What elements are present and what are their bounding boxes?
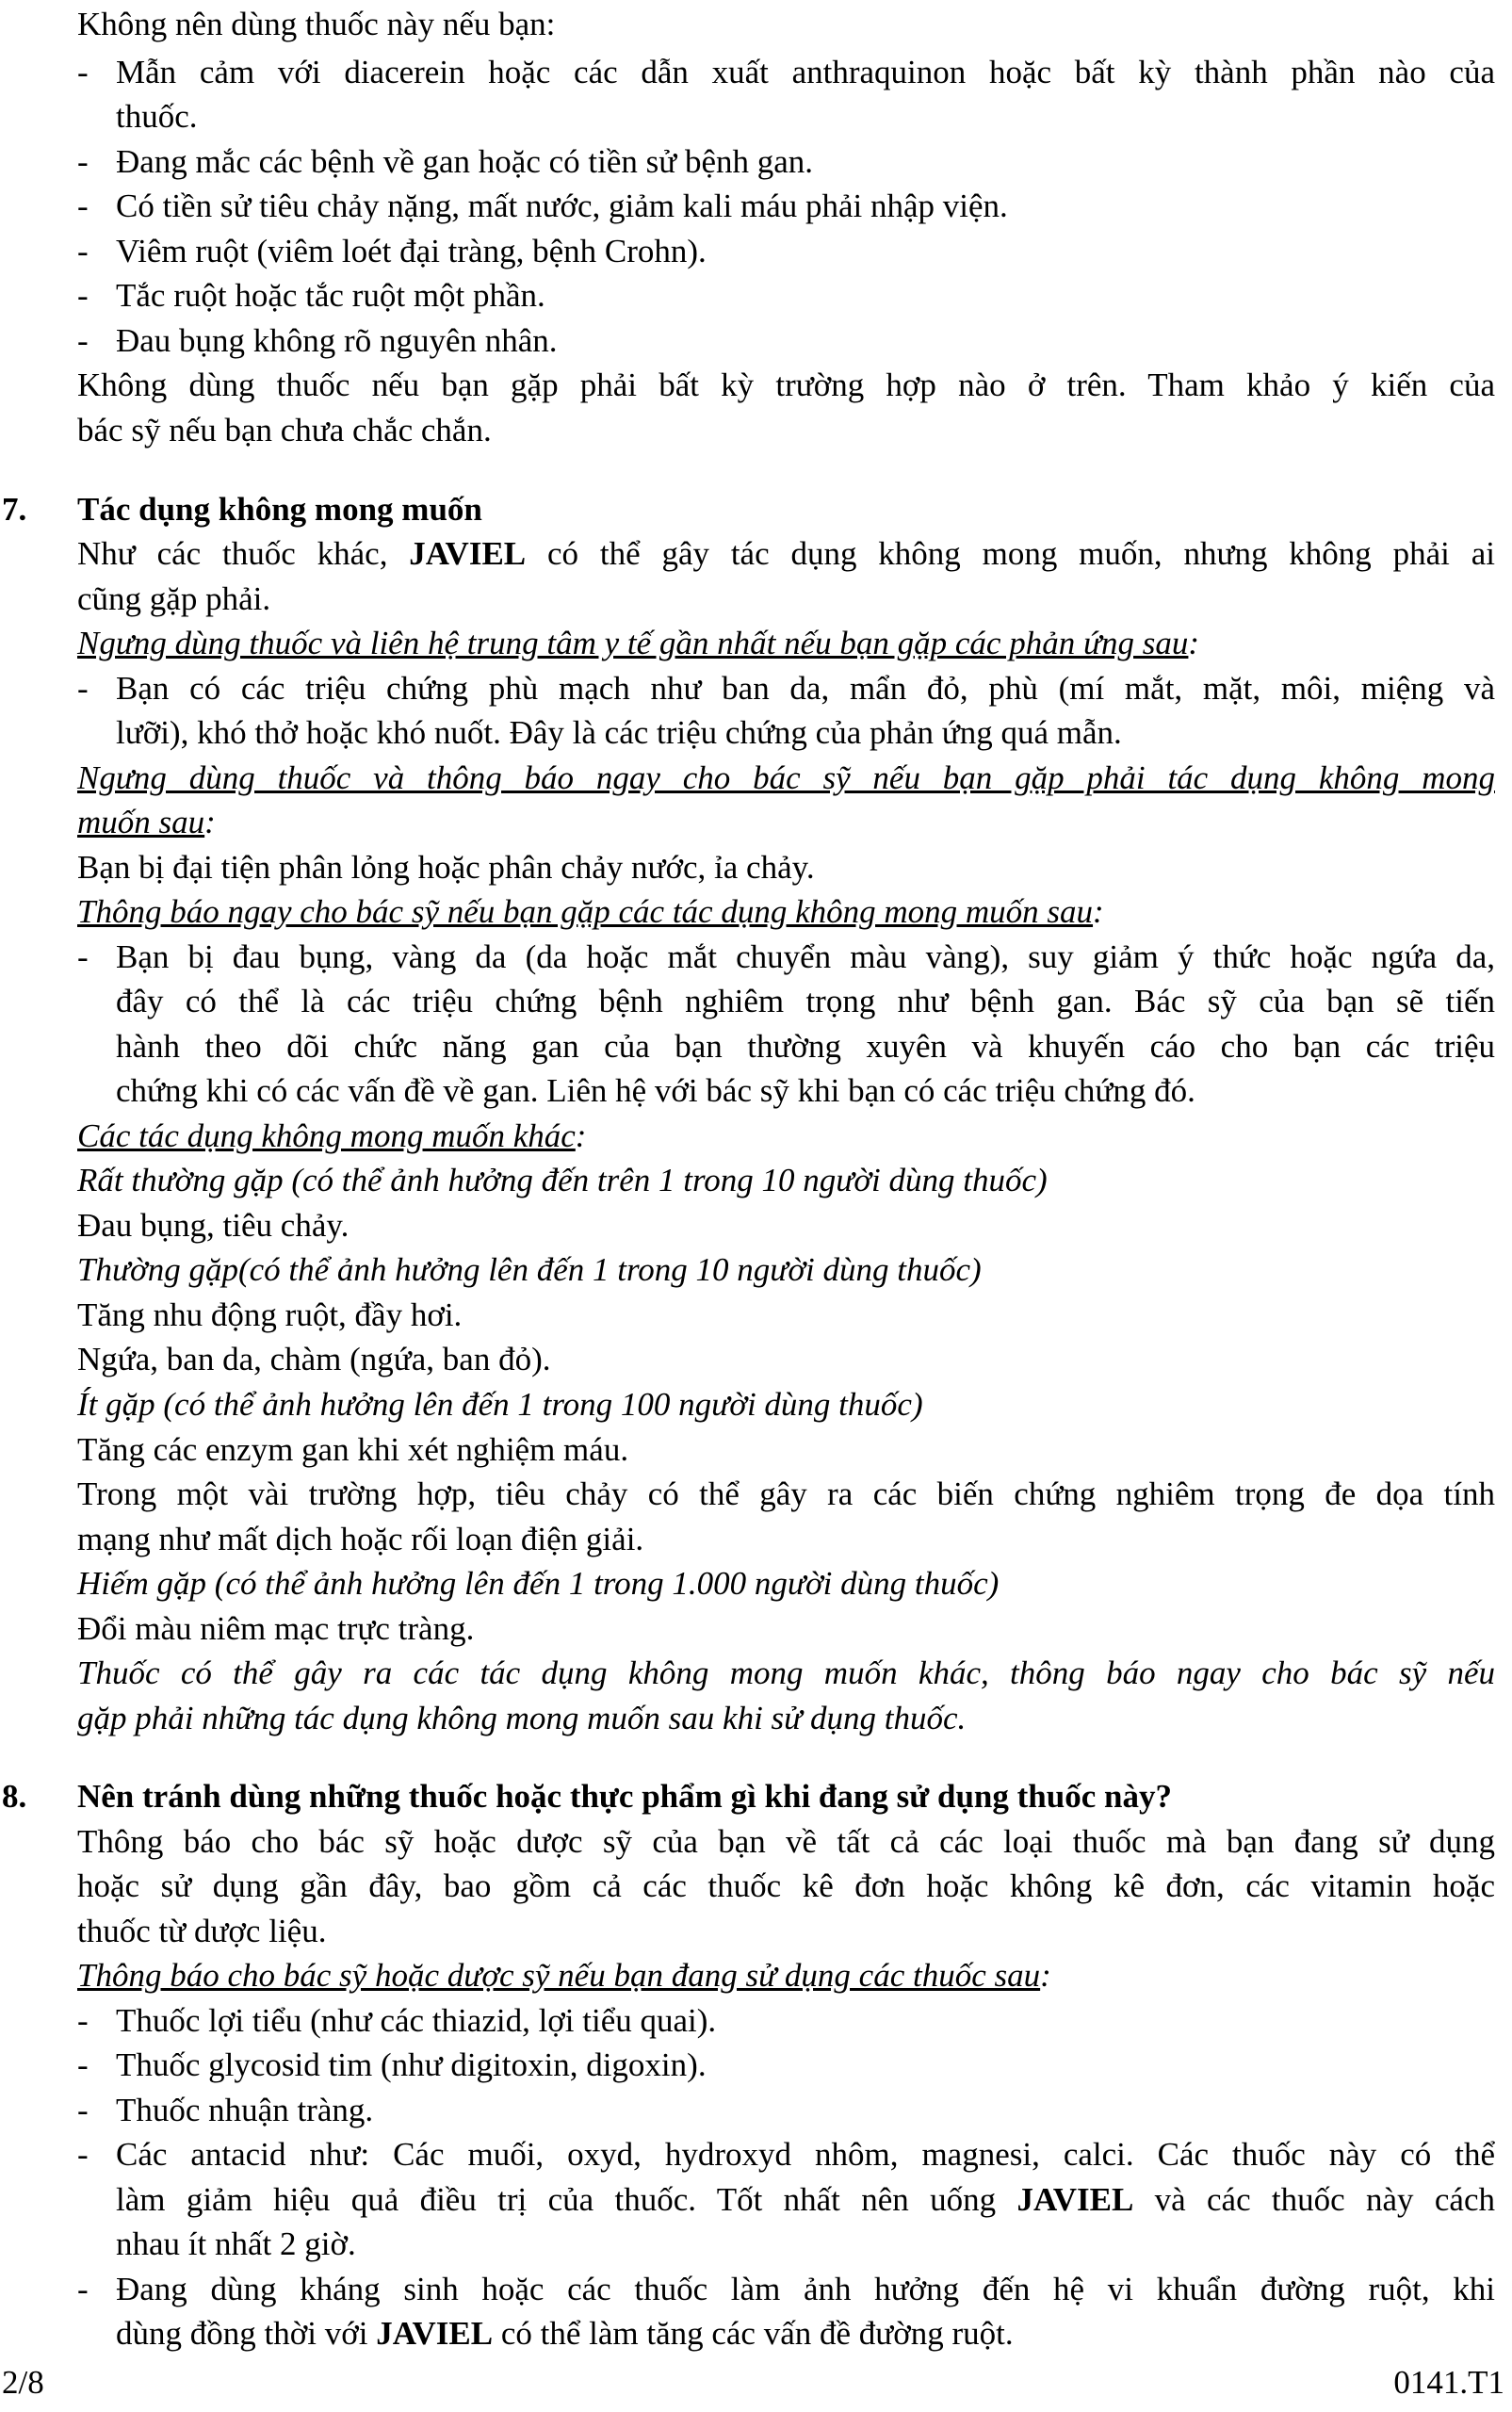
s8-drug-5a: Đang dùng kháng sinh hoặc các thuốc làm ảnh hưởng đến hệ vi khuẩn đường ruột, khi (116, 2271, 1495, 2307)
s7-p1a: Bạn có các triệu chứng phù mạch như ban da, mẩn đỏ, phù (mí mắt, mặt, môi, miệng và (116, 670, 1495, 707)
section-7-title: Tác dụng không mong muốn (77, 491, 482, 528)
bullet-dash: - (77, 187, 89, 224)
s7-heading-3-colon: : (1093, 893, 1104, 930)
s7-p3b: đây có thể là các triệu chứng bệnh nghiêm trọng như bệnh gan. Bác sỹ của bạn sẽ tiến (116, 983, 1495, 1019)
s8-drug-1: Thuốc lợi tiểu (như các thiazid, lợi tiểu quai). (116, 2002, 717, 2039)
contra-item-3: Có tiền sử tiêu chảy nặng, mất nước, giảm kali máu phải nhập viện. (116, 187, 1008, 224)
section-7-number: 7. (2, 491, 27, 528)
brand-name: JAVIEL (1016, 2181, 1134, 2218)
bullet-dash: - (77, 322, 89, 359)
s8-drug-5b2: có thể làm tăng các vấn đề đường ruột. (493, 2315, 1014, 2352)
s8-drug-5b (116, 2311, 1495, 2355)
s7-intro-b: cũng gặp phải. (77, 580, 271, 617)
s7-p3c: hành theo dõi chức năng gan của bạn thường xuyên và khuyến cáo cho bạn các triệu (116, 1028, 1495, 1065)
s7-heading-3-text: Thông báo ngay cho bác sỹ nếu bạn gặp các tác dụng không mong muốn sau (77, 893, 1094, 930)
freq-rare: Hiếm gặp (có thể ảnh hưởng lên đến 1 trong 1.000 người dùng thuốc) (77, 1565, 1000, 1602)
contra-item-4: Viêm ruột (viêm loét đại tràng, bệnh Crohn). (116, 233, 707, 269)
s7-p3d: chứng khi có các vấn đề về gan. Liên hệ với bác sỹ khi bạn có các triệu chứng đó. (116, 1072, 1195, 1109)
s7-heading-4 (77, 1114, 1495, 1158)
brand-name: JAVIEL (376, 2315, 494, 2352)
s7-intro-a1: Như các thuốc khác, (77, 535, 410, 572)
freq-very-common: Rất thường gặp (có thể ảnh hưởng đến trên 1 trong 10 người dùng thuốc) (77, 1162, 1048, 1198)
s8-p-b: hoặc sử dụng gần đây, bao gồm cả các thuốc kê đơn hoặc không kê đơn, các vitamin hoặc (77, 1867, 1495, 1904)
bullet-dash: - (77, 2046, 89, 2083)
s7-end-b: gặp phải những tác dụng không mong muốn sau khi sử dụng thuốc. (77, 1700, 967, 1736)
freq-uncommon-text-1: Tăng các enzym gan khi xét nghiệm máu. (77, 1431, 629, 1468)
s8-drug-4b (116, 2177, 1495, 2222)
s7-p2: Bạn bị đại tiện phân lỏng hoặc phân chảy nước, ỉa chảy. (77, 849, 815, 886)
freq-common: Thường gặp(có thể ảnh hưởng lên đến 1 trong 10 người dùng thuốc) (77, 1251, 982, 1288)
s8-heading-colon: : (1040, 1957, 1051, 1994)
contra-item-6: Đau bụng không rõ nguyên nhân. (116, 322, 558, 359)
s7-heading-3 (77, 889, 1495, 934)
s8-drug-4a: Các antacid như: Các muối, oxyd, hydroxyd nhôm, magnesi, calci. Các thuốc này có thể (116, 2136, 1495, 2173)
freq-uncommon-text-2b: mạng như mất dịch hoặc rối loạn điện giải. (77, 1521, 644, 1557)
page-number: 2/8 (2, 2364, 44, 2401)
contra-note-b: bác sỹ nếu bạn chưa chắc chắn. (77, 412, 492, 448)
s8-heading (77, 1953, 1495, 1997)
bullet-dash: - (77, 54, 89, 90)
s7-end-a: Thuốc có thể gây ra các tác dụng không mong muốn khác, thông báo ngay cho bác sỹ nếu (77, 1654, 1495, 1691)
s8-drug-4c: nhau ít nhất 2 giờ. (116, 2225, 356, 2262)
freq-common-text-2: Ngứa, ban da, chàm (ngứa, ban đỏ). (77, 1341, 551, 1377)
s7-p1b: lưỡi), khó thở hoặc khó nuốt. Đây là các triệu chứng của phản ứng quá mẫn. (116, 714, 1122, 751)
s7-p3a: Bạn bị đau bụng, vàng da (da hoặc mắt chuyển màu vàng), suy giảm ý thức hoặc ngứa da, (116, 938, 1495, 975)
s8-p-c: thuốc từ dược liệu. (77, 1913, 327, 1949)
s8-drug-3: Thuốc nhuận tràng. (116, 2092, 374, 2128)
s7-heading-2b-text: muốn sau (77, 804, 205, 840)
s8-heading-text: Thông báo cho bác sỹ hoặc dược sỹ nếu bạn đang sử dụng các thuốc sau (77, 1957, 1041, 1994)
contra-item-1b: thuốc. (116, 98, 198, 135)
section-8-title: Nên tránh dùng những thuốc hoặc thực phẩm gì khi đang sử dụng thuốc này? (77, 1778, 1172, 1815)
bullet-dash: - (77, 2271, 89, 2307)
contra-item-1a: Mẫn cảm với diacerein hoặc các dẫn xuất anthraquinon hoặc bất kỳ thành phần nào của (116, 54, 1495, 90)
brand-name: JAVIEL (409, 535, 527, 572)
document-code: 0141.T1 (1393, 2364, 1504, 2401)
bullet-dash: - (77, 233, 89, 269)
freq-uncommon: Ít gặp (có thể ảnh hưởng lên đến 1 trong 100 người dùng thuốc) (77, 1386, 923, 1423)
contra-intro: Không nên dùng thuốc này nếu bạn: (77, 6, 556, 42)
freq-very-common-text: Đau bụng, tiêu chảy. (77, 1207, 350, 1244)
freq-common-text-1: Tăng nhu động ruột, đầy hơi. (77, 1296, 463, 1333)
contra-item-2: Đang mắc các bệnh về gan hoặc có tiền sử bệnh gan. (116, 143, 814, 180)
bullet-dash: - (77, 938, 89, 975)
section-8-number: 8. (2, 1778, 27, 1815)
contra-note-a: Không dùng thuốc nếu bạn gặp phải bất kỳ trường hợp nào ở trên. Tham khảo ý kiến của (77, 367, 1495, 403)
s8-drug-4b1: làm giảm hiệu quả điều trị của thuốc. Tốt nhất nên uống (116, 2181, 1017, 2218)
s7-heading-1-text: Ngưng dùng thuốc và liên hệ trung tâm y tế gần nhất nếu bạn gặp các phản ứng sau (77, 625, 1189, 661)
bullet-dash: - (77, 670, 89, 707)
s8-drug-5b1: dùng đồng thời với (116, 2315, 377, 2352)
s7-heading-2b-colon: : (204, 804, 216, 840)
freq-rare-text: Đổi màu niêm mạc trực tràng. (77, 1610, 475, 1647)
s7-heading-4-text: Các tác dụng không mong muốn khác (77, 1117, 576, 1154)
contra-item-5: Tắc ruột hoặc tắc ruột một phần. (116, 277, 545, 314)
s7-heading-1-colon: : (1188, 625, 1200, 661)
s7-intro-a (77, 531, 1495, 576)
s7-heading-1 (77, 621, 1495, 665)
s8-p-a: Thông báo cho bác sỹ hoặc dược sỹ của bạn về tất cả các loại thuốc mà bạn đang sử dụng (77, 1823, 1495, 1860)
bullet-dash: - (77, 277, 89, 314)
bullet-dash: - (77, 2136, 89, 2173)
s8-drug-4b2: và các thuốc này cách (1133, 2181, 1495, 2218)
s7-heading-2b (77, 800, 1495, 844)
freq-uncommon-text-2a: Trong một vài trường hợp, tiêu chảy có thể gây ra các biến chứng nghiêm trọng đe dọa tính (77, 1475, 1495, 1512)
bullet-dash: - (77, 2092, 89, 2128)
s8-drug-2: Thuốc glycosid tim (như digitoxin, digoxin). (116, 2046, 707, 2083)
s7-heading-4-colon: : (575, 1117, 587, 1154)
s7-heading-2a: Ngưng dùng thuốc và thông báo ngay cho bác sỹ nếu bạn gặp phải tác dụng không mong (77, 759, 1495, 796)
s7-intro-a2: có thể gây tác dụng không mong muốn, nhưng không phải ai (526, 535, 1495, 572)
bullet-dash: - (77, 2002, 89, 2039)
bullet-dash: - (77, 143, 89, 180)
